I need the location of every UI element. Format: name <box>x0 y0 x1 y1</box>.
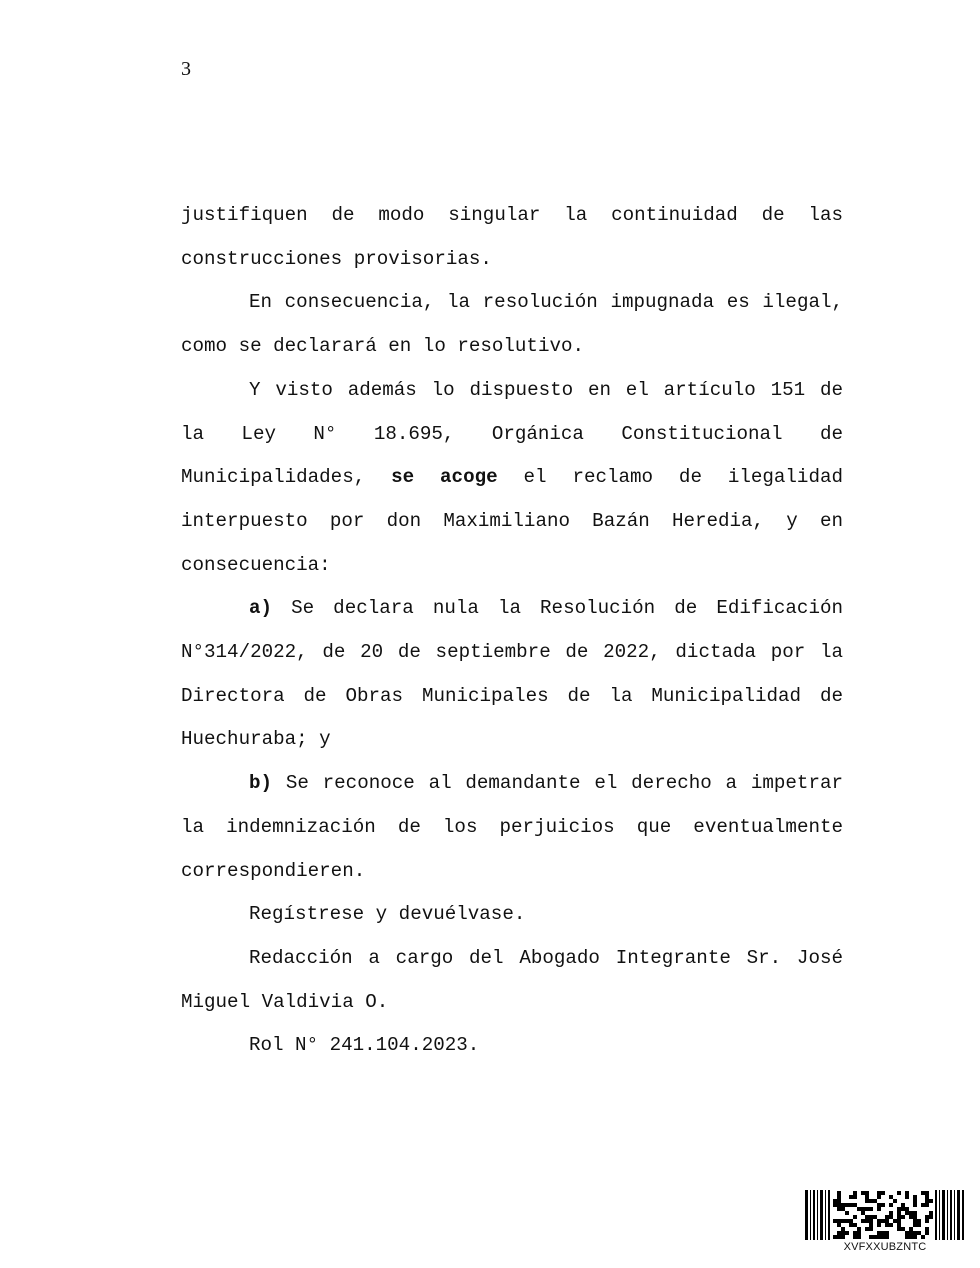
paragraph-redaccion: Redacción a cargo del Abogado Integrante Sr. José Miguel Valdivia O. <box>181 946 843 1013</box>
paragraph-ruling <box>181 369 843 588</box>
paragraph-consecuencia: En consecuencia, la resolución impugnada es ilegal, como se declarará en lo resolutivo. <box>181 291 843 358</box>
ruling-bold-phrase: se acoge <box>391 466 498 489</box>
page-number: 3 <box>181 58 191 80</box>
paragraph-rol: Rol N° 241.104.2023. <box>249 1034 480 1057</box>
verification-code: XVFXXUBZNTC <box>843 1241 927 1253</box>
verification-barcode <box>805 1190 965 1240</box>
paragraph-continuation: justifiquen de modo singular la continuidad de las construcciones provisorias. <box>181 204 843 270</box>
item-b-text: Se reconoce al demandante el derecho a impetrar la indemnización de los perjuicios que eventualmente correspondieren. <box>181 772 843 882</box>
document-body <box>181 194 843 1068</box>
paragraph-registrese: Regístrese y devuélvase. <box>249 903 526 926</box>
item-b-label: b) <box>249 772 273 795</box>
ruling-text-after: el reclamo de ilegalidad interpuesto por don Maximiliano Bazán Heredia, y en consecuencia: <box>181 466 843 576</box>
paragraph-item-a <box>181 587 843 762</box>
paragraph-item-b <box>181 762 843 893</box>
item-a-label: a) <box>249 597 273 620</box>
ruling-text-before: Y visto además lo dispuesto en el artículo 151 de la Ley N° 18.695, Orgánica Constitucional de Municipalidades, <box>181 378 843 489</box>
item-a-text: Se declara nula la Resolución de Edificación N°314/2022, de 20 de septiembre de 2022, dictada por la Directora de Obras Municipales de la Municipalidad de Huechuraba; y <box>181 597 843 751</box>
